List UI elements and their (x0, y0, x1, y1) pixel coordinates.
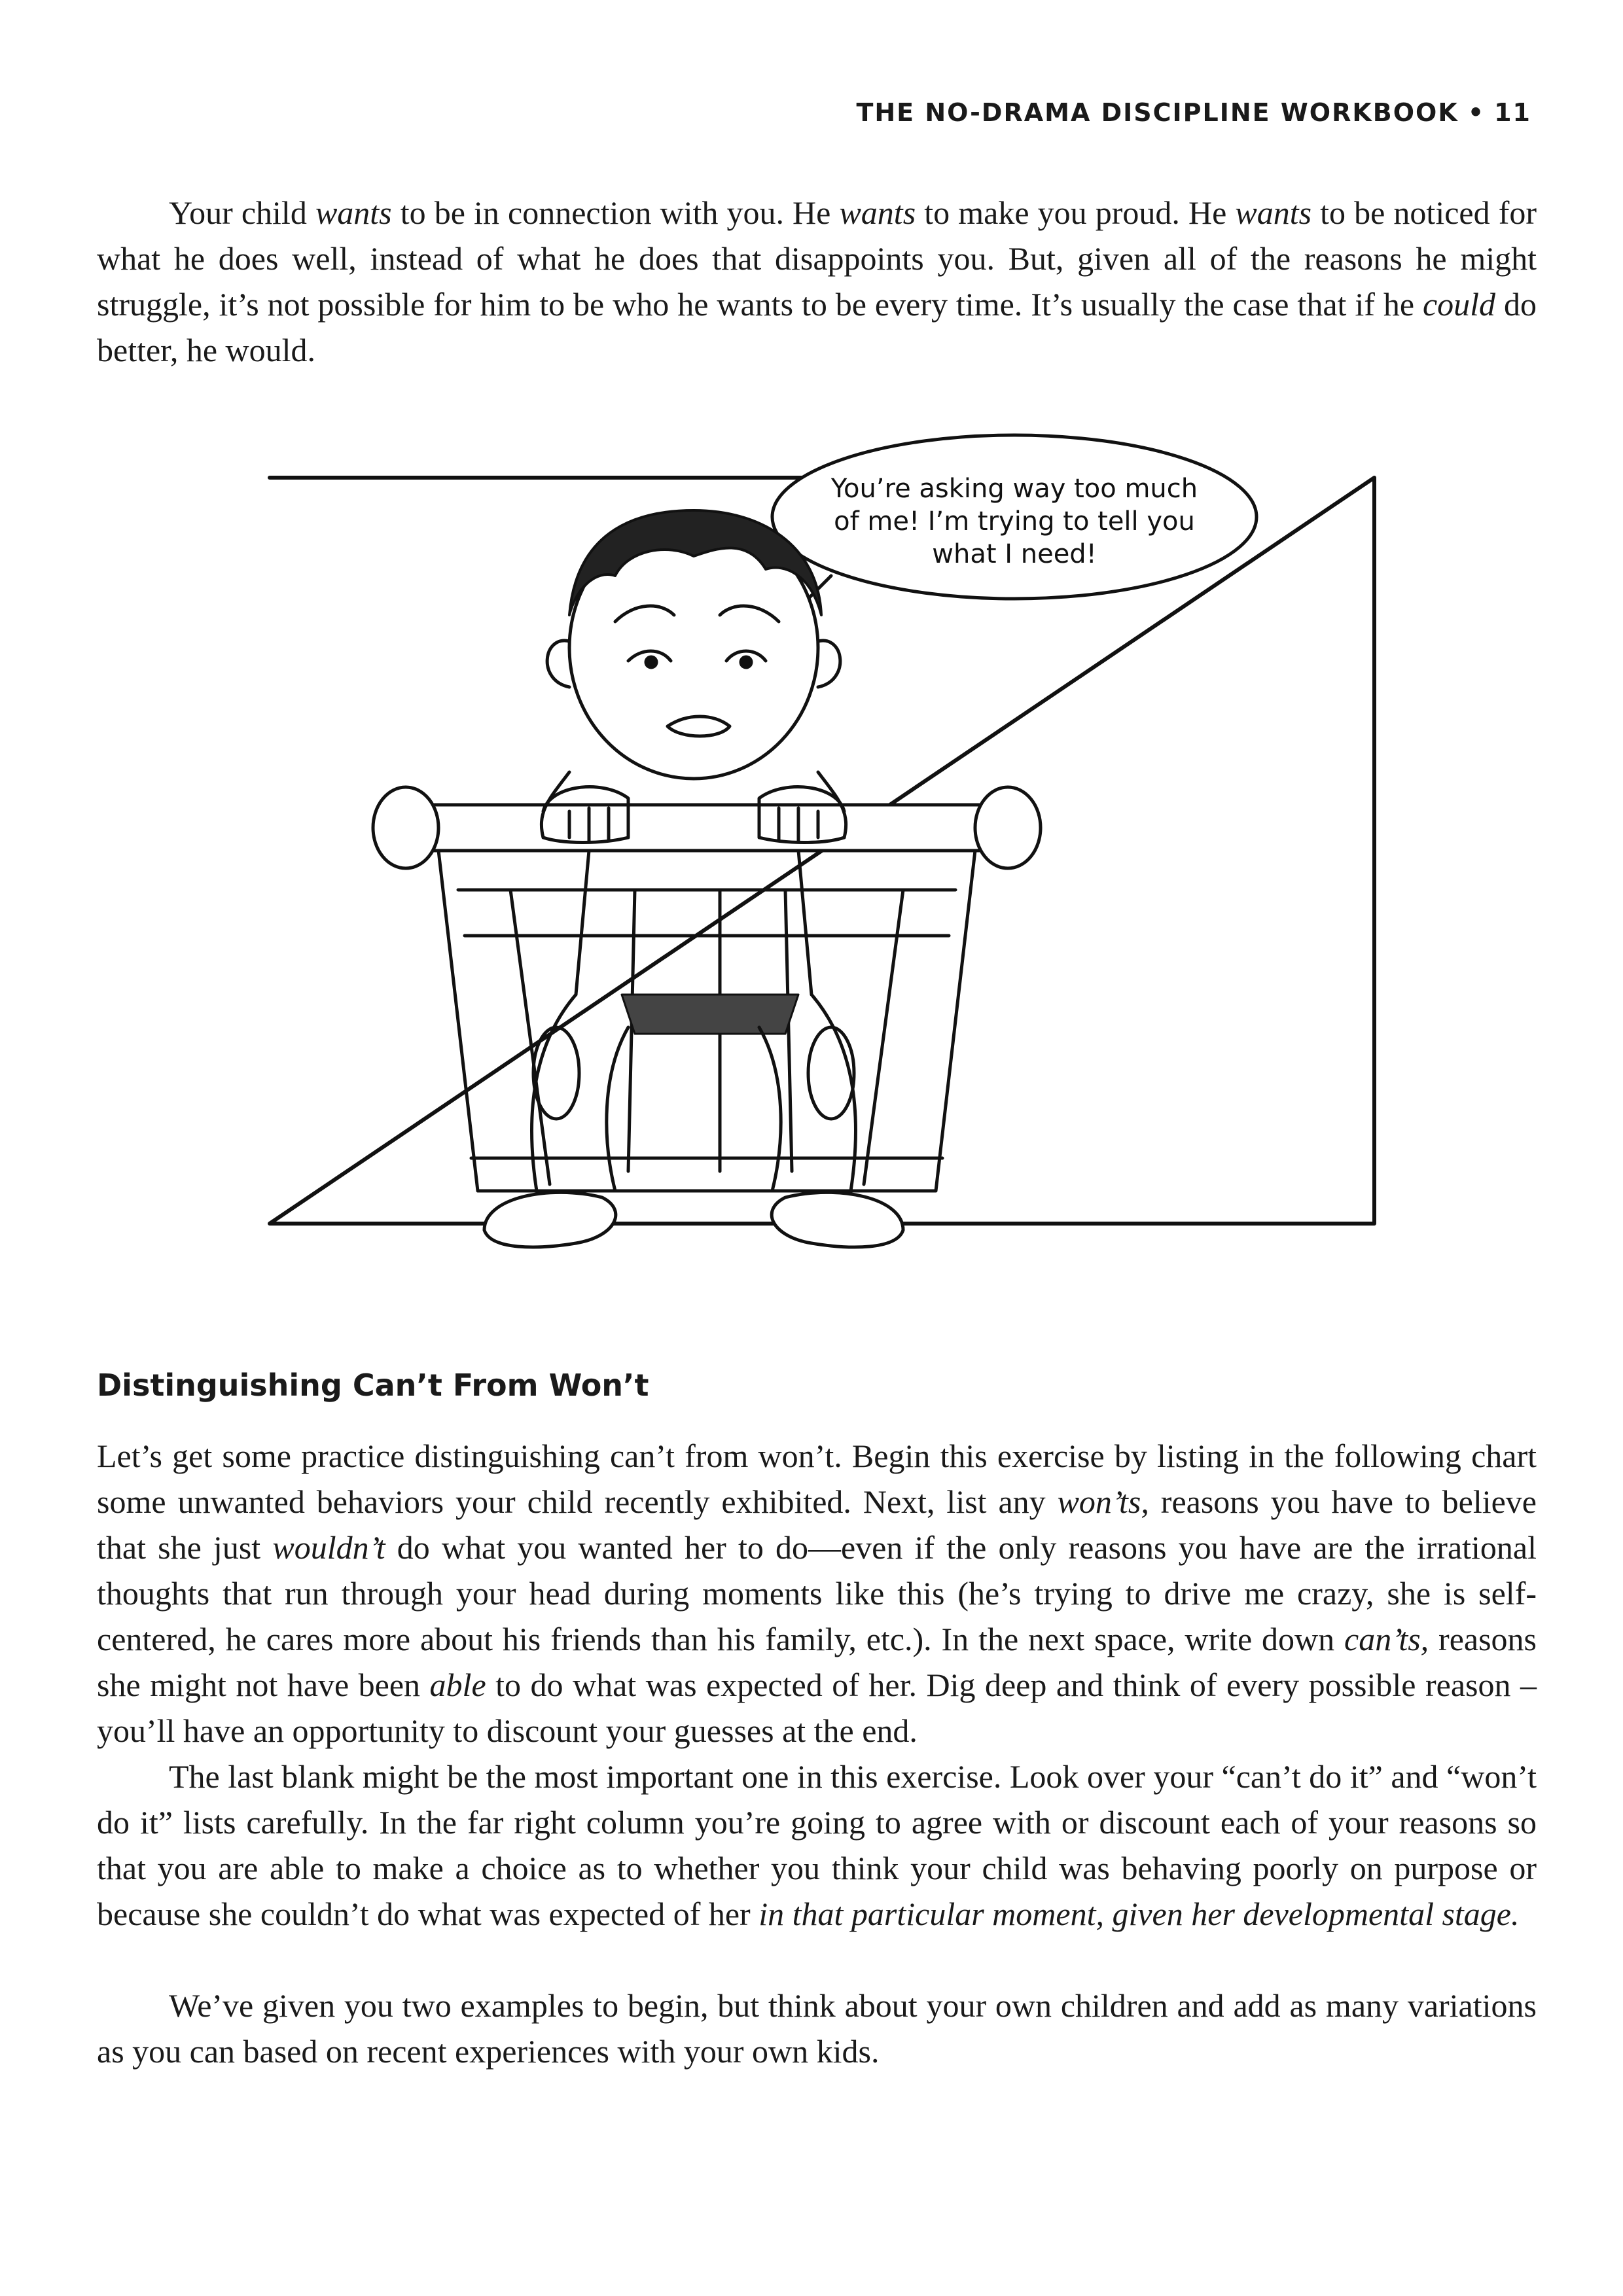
speech-bubble-line-1: You’re asking way too much (830, 474, 1198, 504)
running-header (856, 98, 1531, 127)
text-run: to be noticed for what he does well, instead of what he does that disappoints you. But, given all of the reasons he might struggle, it’s not possible for him to be who he wants to be every time. It’s usually the case that if he (97, 194, 1537, 323)
exercise-paragraph (97, 1433, 1537, 1754)
header-title: THE NO-DRAMA DISCIPLINE WORKBOOK (856, 98, 1459, 127)
speech-bubble-line-3: what I need! (932, 539, 1097, 569)
text-run: reasons she might not have been (97, 1621, 1537, 1703)
text-run: Your child (169, 194, 315, 231)
text-run: do what you wanted her to do—even if the only reasons you have are the irrational thoughts that run through your head during moments like this (he’s trying to drive me crazy, she is self-centered, he cares more about his friends than his family, etc.). In the next space, write down (97, 1529, 1537, 1657)
text-run: Let’s get some practice distinguishing can’t from won’t. Begin this exercise by listing in the following chart some unwanted behaviors your child recently exhibited. Next, list any (97, 1438, 1537, 1520)
emphasis: in that particular moment, given her developmental stage. (758, 1896, 1520, 1932)
intro-paragraph (97, 190, 1537, 373)
emphasis: able (429, 1667, 486, 1703)
section-heading: Distinguishing Can’t From Won’t (97, 1368, 649, 1403)
emphasis: won’ts, (1057, 1483, 1149, 1520)
examples-paragraph: We’ve given you two examples to begin, but think about your own children and add as many variations as you can based on recent experiences with your own kids. (97, 1987, 1537, 2070)
text-run: do better, he would. (97, 286, 1537, 368)
text-run: to make you proud. He (916, 194, 1236, 231)
emphasis: wants (315, 194, 392, 231)
text-run: to do what was expected of her. Dig deep and think of every possible reason – you’ll have an opportunity to discount your guesses at the end. (97, 1667, 1537, 1749)
emphasis: wants (1235, 194, 1312, 231)
page-number: 11 (1494, 98, 1531, 127)
emphasis: can’ts, (1344, 1621, 1429, 1657)
header-separator: • (1467, 98, 1486, 127)
emphasis: could (1422, 286, 1496, 323)
speech-bubble-line-2: of me! I’m trying to tell you (834, 506, 1195, 537)
emphasis: wants (839, 194, 916, 231)
emphasis: wouldn’t (272, 1529, 385, 1566)
text-run: to be in connection with you. He (391, 194, 840, 231)
last-blank-paragraph (97, 1754, 1537, 1937)
text-run: The last blank might be the most important one in this exercise. Look over your “can’t do it” and “won’t do it” lists carefully. In the far right column you’re going to agree with or discount each of your reasons so that you are able to make a choice as to whether you think your child was behaving poorly on purpose or because she couldn’t do what was expected of her (97, 1758, 1537, 1932)
illustration-child-in-cart (262, 419, 1387, 1302)
text-run: reasons you have to believe that she just (97, 1483, 1537, 1566)
